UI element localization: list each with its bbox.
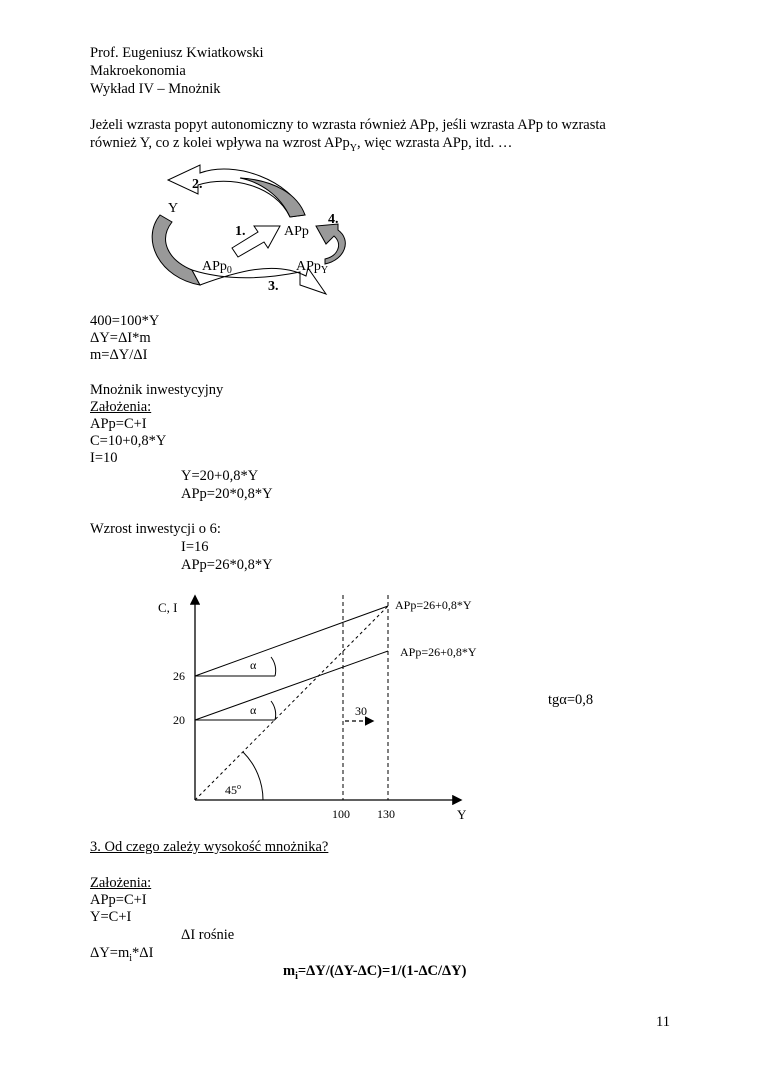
assumptions-label-2: Założenia:	[90, 875, 152, 891]
derived-1: Y=20+0,8*Y	[181, 468, 259, 484]
delta-i-line: ΔI rośnie	[181, 927, 235, 943]
tg-alpha-note: tgα=0,8	[548, 692, 594, 708]
multiplier-formula	[283, 963, 466, 985]
line-45deg	[195, 606, 388, 800]
step-2-label: 2.	[192, 177, 203, 192]
cycle-diagram	[140, 160, 370, 305]
intro-line-2	[90, 135, 512, 157]
assumption-y: Y=C+I	[90, 909, 132, 925]
step-4-label: 4.	[328, 212, 339, 227]
delta-y-tail: *ΔI	[132, 945, 154, 961]
intro-line-2-tail: , więc wzrasta APp, itd. …	[356, 135, 513, 151]
growth-line-2: APp=26*0,8*Y	[181, 557, 273, 573]
label-line-lower: APp=26+0,8*Y	[400, 645, 477, 659]
growth-label: Wzrost inwestycji o 6:	[90, 521, 221, 537]
assumption-app: APp=C+I	[90, 892, 147, 908]
assumption-3: I=10	[90, 450, 118, 466]
delta-y-sub: i	[129, 952, 133, 964]
formula-tail: =ΔY/(ΔY-ΔC)=1/(1-ΔC/ΔY)	[297, 963, 467, 979]
arrow-3-shade	[152, 215, 200, 285]
equation-1: 400=100*Y	[90, 313, 160, 329]
label-appy: APp$_Y$	[296, 259, 329, 276]
section-title: Mnożnik inwestycyjny	[90, 382, 224, 398]
y-tick-20: 20	[173, 713, 185, 727]
lecture-title: Wykład IV – Mnożnik	[90, 81, 221, 97]
formula-sub: i	[295, 970, 298, 982]
course-title: Makroekonomia	[90, 63, 186, 79]
y-tick-26: 26	[173, 669, 185, 683]
alpha-arc-lower	[271, 701, 276, 720]
line-upper	[195, 606, 388, 676]
step-1-label: 1.	[235, 224, 246, 239]
y-axis-label: C, I	[158, 600, 178, 615]
author: Prof. Eugeniusz Kwiatkowski	[90, 45, 264, 61]
intro-line-1: Jeżeli wzrasta popyt autonomiczny to wzrasta również APp, jeśli wzrasta APp to wzrasta	[90, 117, 606, 133]
intro-line-2-text: również Y, co z kolei wpływa na wzrost APp	[90, 135, 350, 151]
growth-line-1: I=16	[181, 539, 209, 555]
angle-45-arc	[243, 752, 263, 800]
arrow-4-shape	[316, 224, 345, 264]
alpha-label-lower: α	[250, 703, 257, 717]
x-tick-130: 130	[377, 807, 395, 821]
delta-y-text: ΔY=m	[90, 945, 130, 961]
page-number: 11	[656, 1014, 670, 1030]
shift-label: 30	[355, 704, 367, 718]
alpha-label-upper: α	[250, 658, 257, 672]
intro-subscript: Y	[349, 142, 357, 154]
x-axis-label: Y	[457, 807, 467, 822]
assumptions-label: Założenia:	[90, 399, 152, 415]
label-app: APp	[284, 224, 309, 239]
x-tick-100: 100	[332, 807, 350, 821]
label-line-upper: APp=26+0,8*Y	[395, 598, 472, 612]
question-heading: 3. Od czego zależy wysokość mnożnika?	[90, 839, 329, 855]
formula-m: m	[283, 963, 296, 979]
angle-45-label: 45$^o$	[225, 782, 241, 797]
step-3-label: 3.	[268, 279, 279, 294]
assumption-1: APp=C+I	[90, 416, 147, 432]
equation-3: m=ΔY/ΔI	[90, 347, 148, 363]
label-app0: APp$_0$	[202, 259, 232, 276]
multiplier-chart	[150, 585, 490, 830]
label-y: Y	[168, 201, 179, 216]
equation-2: ΔY=ΔI*m	[90, 330, 151, 346]
derived-2: APp=20*0,8*Y	[181, 486, 273, 502]
delta-y-line	[90, 945, 153, 967]
alpha-arc-upper	[271, 657, 276, 676]
assumption-2: C=10+0,8*Y	[90, 433, 167, 449]
